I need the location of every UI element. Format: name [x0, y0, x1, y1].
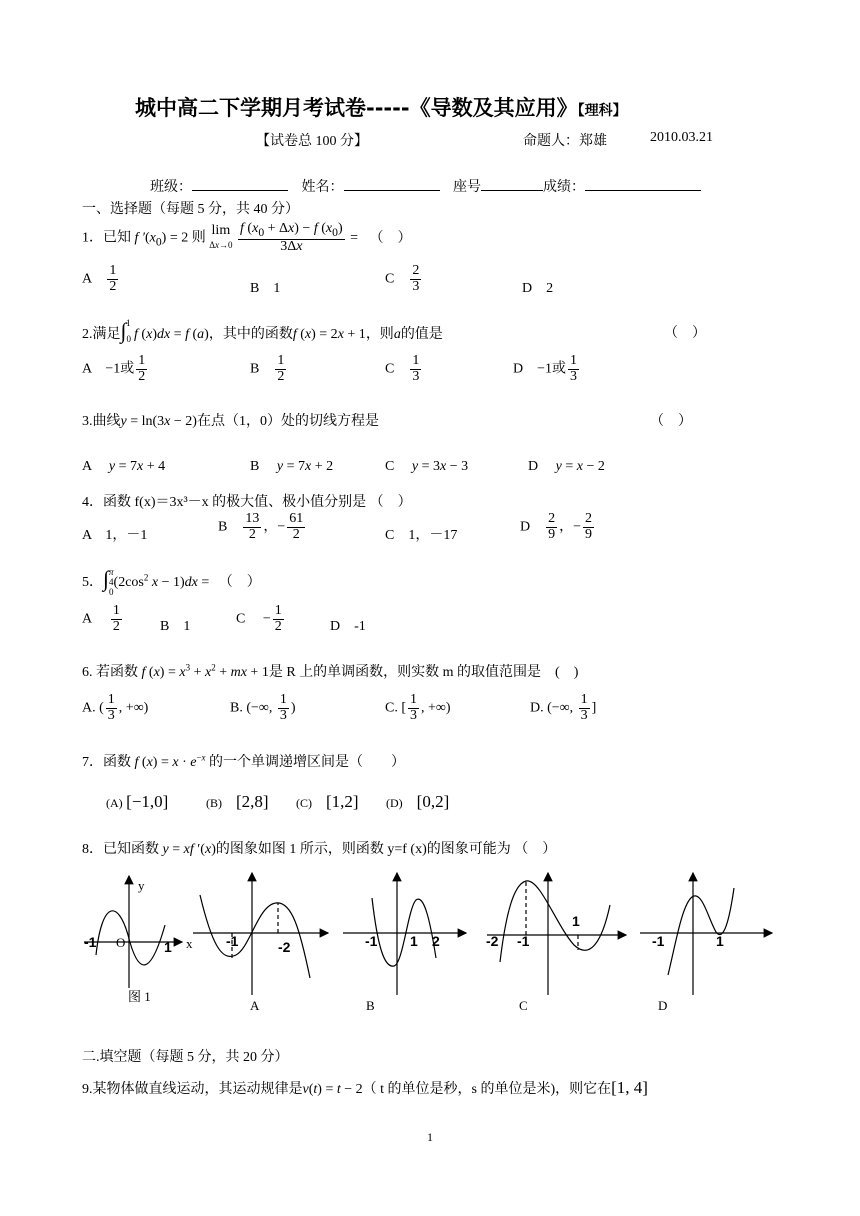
question-9: 9.某物体做直线运动，其运动规律是v(t) = t − 2（ t 的单位是秒，s 的单位是米)，则它在[1, 4]: [82, 1078, 648, 1097]
figB-curve: [372, 898, 436, 966]
q4-option-d[interactable]: D $\frac{2}{9}$ ，− $\frac{2}{9}$: [520, 511, 593, 542]
figD-curve: [668, 888, 734, 975]
q2-prefix: 2.满足: [82, 327, 121, 342]
q7-text: 的一个单调递增区间是（ ）: [209, 755, 406, 770]
figB-left-tick: -1: [365, 933, 378, 949]
name-label: 姓名：: [301, 180, 344, 195]
page-number: 1: [427, 1130, 433, 1144]
q6-prefix: 6. 若函数: [82, 665, 138, 680]
q5-option-b[interactable]: B 1: [160, 619, 191, 634]
q3-paren: （ ）: [650, 414, 692, 429]
q4-option-c[interactable]: C 1，－17: [385, 528, 458, 543]
seat-label: 座号: [453, 180, 481, 195]
q3-option-a[interactable]: A y = 7x + 4: [82, 459, 166, 474]
q1-option-a[interactable]: A $\frac{1}{2}$: [82, 263, 117, 294]
figD-right-tick: 1: [716, 933, 724, 949]
question-1: 1．已知 f $'(x_0) = 2$ 则 lim Δx→0 $\frac{f (x_0 + \Delta x) - f (x_0)}{3\Delta x}$ = （ ）: [82, 221, 412, 255]
question-4: 4．函数 f(x)＝3x³－x 的极大值、极小值分别是 （ ）: [82, 495, 412, 510]
question-5: 5．∫π 4 $0(2\cos^2$ x − 1)dx = （ ）: [82, 566, 261, 597]
figB-label: B: [366, 998, 375, 1013]
q3-option-d[interactable]: D y = x − 2: [528, 459, 605, 474]
q1-prefix: 1．已知: [82, 230, 131, 246]
q1-condition: f ′: [134, 230, 145, 246]
q4-option-b[interactable]: B $\frac{13}{2}$ ，− $\frac{61}{2}$: [218, 511, 304, 542]
q5-option-c[interactable]: C − $\frac{1}{2}$: [236, 603, 282, 634]
fig1-origin: O: [116, 935, 126, 950]
q3-text: 在点（1，0）处的切线方程是: [196, 414, 379, 429]
q8-text: 的图象如图 1 所示，则函数 y=f (x)的图象可能为 （ ）: [215, 842, 557, 857]
fig1-caption: 图 1: [128, 989, 151, 1004]
q1-option-d[interactable]: D 2: [522, 281, 554, 296]
figC-left-tick: -2: [486, 933, 499, 949]
figC-label: C: [519, 998, 528, 1013]
q7-option-c[interactable]: (C) [1,2]: [296, 792, 359, 811]
q2-text: ，其中的函数: [208, 327, 293, 342]
q9-prefix: 9.某物体做直线运动，其运动规律是: [82, 1082, 303, 1097]
q6-option-c[interactable]: C. [ $\frac{1}{3}$ , +∞): [385, 692, 451, 723]
question-6: 6. 若函数 f $(x) = x^3 + x^2$ + mx + 1是 R 上的单调函数，则实数 m 的取值范围是 ( ): [82, 662, 579, 680]
class-field[interactable]: [192, 189, 288, 191]
question-2: 2.满足∫ $0^1$ f (x)dx = f (a)，其中的函数f (x) = 2x + 1，则a的值是: [82, 318, 443, 344]
q2-option-b[interactable]: B $\frac{1}{2}$: [250, 353, 285, 384]
q1-option-b[interactable]: B 1: [250, 281, 281, 296]
figD-left-tick: -1: [652, 933, 665, 949]
figA-left-tick: -1: [226, 933, 239, 949]
q4-option-a[interactable]: A 1，－1: [82, 528, 148, 543]
q7-option-d[interactable]: (D) [0,2]: [386, 792, 450, 811]
exam-title: 城中高二下学期月考试卷-----《导数及其应用》【理科】: [135, 96, 627, 120]
q7-option-b[interactable]: (B) [2,8]: [206, 792, 269, 811]
q2-option-c[interactable]: C $\frac{1}{3}$: [385, 353, 420, 384]
figC-right-tick: 1: [572, 913, 580, 929]
figC-mid-tick: -1: [517, 933, 530, 949]
q6-option-a[interactable]: A. ( $\frac{1}{3}$ , +∞): [82, 692, 149, 723]
q9-text: （ t 的单位是秒，s 的单位是米)，则它在: [362, 1082, 612, 1097]
q5-option-d[interactable]: D -1: [330, 619, 366, 634]
question-3: 3.曲线y = ln(3x − 2)在点（1，0）处的切线方程是: [82, 414, 379, 429]
question-7: 7．函数 f $(x) = x \cdot e^{-x}$ 的一个单调递增区间是（ ）: [82, 752, 406, 770]
date: 2010.03.21: [650, 130, 713, 145]
q5-prefix: 5．: [82, 575, 103, 590]
q6-text: 是 R 上的单调函数，则实数 m 的取值范围是 ( ): [268, 665, 579, 680]
q2-paren: （ ）: [664, 326, 706, 341]
q2-text3: 的值是: [400, 327, 443, 342]
seat-field[interactable]: [481, 189, 543, 191]
fig1-y-label: y: [138, 878, 145, 893]
q1-limit: lim Δx→0: [209, 223, 233, 251]
fig1-x-label: x: [186, 936, 193, 951]
fig1-right-tick: 1: [164, 939, 172, 955]
q7-prefix: 7．函数: [82, 755, 131, 770]
q5-option-a[interactable]: A $\frac{1}{2}$: [82, 603, 120, 634]
score-label: 成绩：: [543, 180, 585, 195]
q1-mid: 则: [191, 230, 206, 246]
figA-label: A: [250, 998, 260, 1013]
figB-right-tick: 2: [432, 933, 440, 949]
q8-prefix: 8．已知函数: [82, 842, 159, 857]
name-field[interactable]: [344, 189, 440, 191]
q6-option-b[interactable]: B. (−∞, $\frac{1}{3}$ ): [230, 692, 296, 723]
author: 命题人：郑雄: [523, 134, 607, 149]
q5-paren: （ ）: [218, 575, 261, 590]
student-info-line: [150, 176, 701, 196]
q1-fraction: $\frac{f (x_0 + \Delta x) - f (x_0)}{3\Delta x}$: [240, 221, 343, 255]
figB-mid-tick: 1: [410, 933, 418, 949]
q6-option-d[interactable]: D. (−∞, $\frac{1}{3}$ ]: [530, 692, 597, 723]
fig1-curve: [96, 911, 165, 965]
score-field[interactable]: [585, 189, 701, 191]
q2-option-a[interactable]: A −1或 $\frac{1}{2}$: [82, 353, 146, 384]
figC-curve: [500, 881, 610, 962]
class-label: 班级：: [150, 180, 192, 195]
section-fill-heading: 二.填空题（每题 5 分，共 20 分）: [82, 1050, 289, 1065]
q3-option-c[interactable]: C y = 3x − 3: [385, 459, 469, 474]
fig1-left-tick: -1: [84, 934, 97, 950]
question-8: 8．已知函数 y = xf ′(x)的图象如图 1 所示，则函数 y=f (x)的图象可能为 （ ）: [82, 842, 557, 857]
figA-right-tick: -2: [278, 939, 291, 955]
section-choice-heading: 一、选择题（每题 5 分，共 40 分）: [82, 202, 299, 217]
q3-prefix: 3.曲线: [82, 414, 121, 429]
q8-figure: [0, 860, 860, 1020]
figD-label: D: [658, 998, 668, 1013]
q2-text2: ，则: [365, 327, 394, 342]
q3-option-b[interactable]: B y = 7x + 2: [250, 459, 334, 474]
total-score: 【试卷总 100 分】: [256, 134, 368, 149]
figA-curve: [200, 895, 310, 978]
q7-option-a[interactable]: (A) [−1,0]: [106, 792, 169, 811]
q1-option-c[interactable]: C $\frac{2}{3}$: [385, 263, 420, 294]
q1-paren: （ ）: [369, 230, 412, 246]
q2-option-d[interactable]: D −1或 $\frac{1}{3}$: [513, 353, 578, 384]
